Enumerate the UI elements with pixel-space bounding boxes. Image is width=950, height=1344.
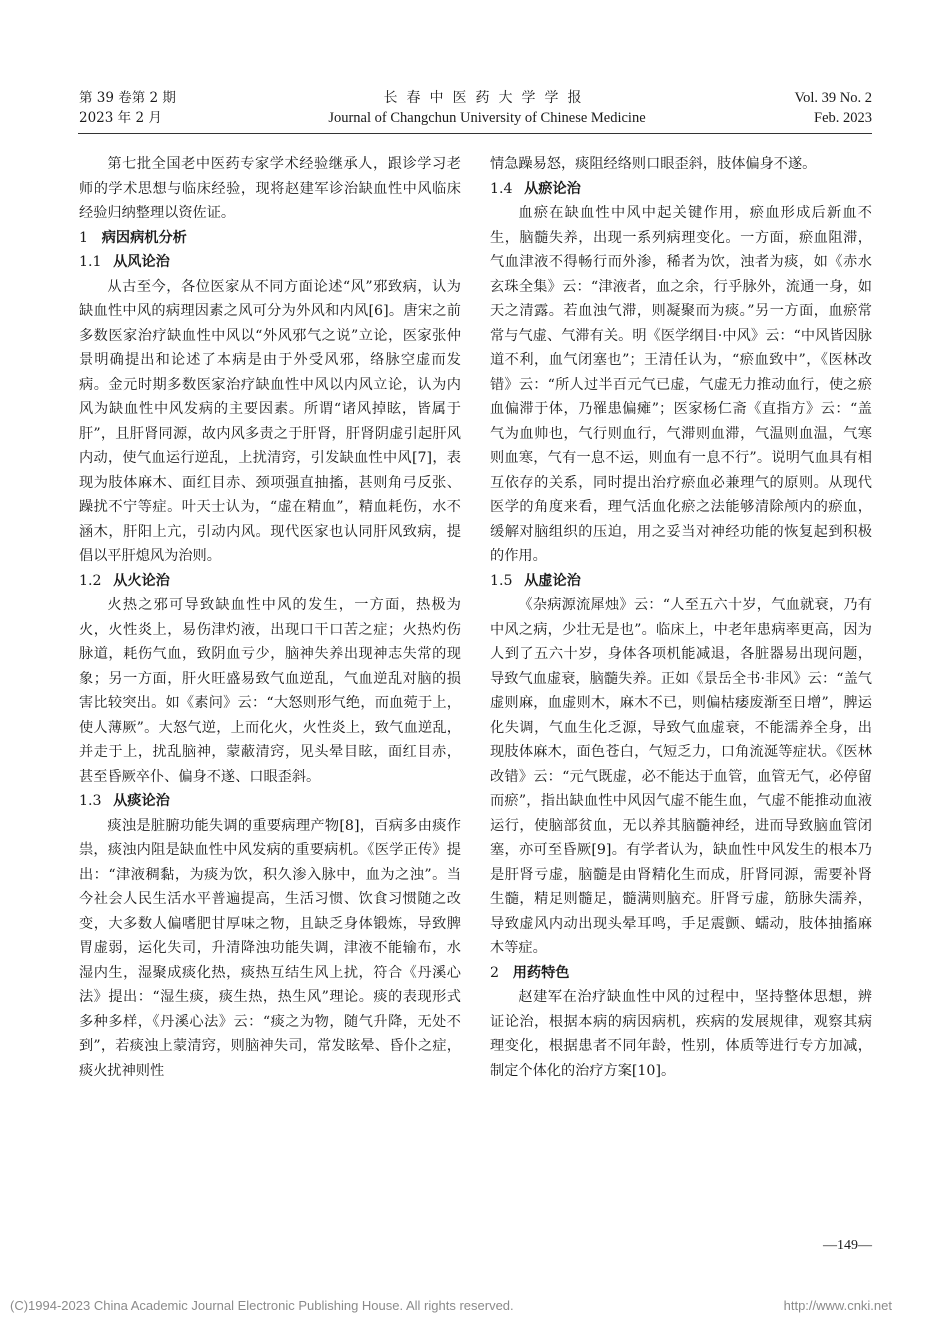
copyright-notice: (C)1994-2023 China Academic Journal Electronic Publishing House. All rights reserved. <box>10 1298 514 1313</box>
volume-issue: 第 39 卷第 2 期 <box>79 90 176 106</box>
cnki-link[interactable]: http://www.cnki.net <box>783 1298 892 1313</box>
paragraph-medication: 赵建军在治疗缺血性中风的过程中，坚持整体思想，辨证论治，根据本病的病因病机，疾病的发展规律，观察其病理变化，根据患者不同年龄，性别，体质等进行专方加减，制定个体化的治疗方案[10]。 <box>490 989 872 1079</box>
subsection-heading-1-4: 1.4 从瘀论治 <box>490 180 581 197</box>
running-header-volume <box>79 88 176 128</box>
paragraph-stasis: 血瘀在缺血性中风中起关键作用，瘀血形成后新血不生，脑髓失养，出现一系列病理变化。一方面，瘀血阻滞，气血津液不得畅行而外渗，稀者为饮，浊者为痰，如《赤水玄珠全集》云：“津液者，血之余，行乎脉外，流通一身，如天之清露。若血浊气滞，则凝聚而为痰。”另一方面，血瘀常常与气虚、气滞有关。明《医学纲目·中风》云：“中风皆因脉道不利，血气闭塞也”；王清任认为，“瘀血致中”，《医林改错》云：“所人过半百元气已虚，气虚无力推动血行，使之瘀血偏滞于体，乃罹患偏瘫”；医家杨仁斋《直指方》云：“盖气为血帅也，气行则血行，气滞则血滞，气温则血温，气寒则血寒，气有一息不运，则血有一息不行”。说明气血具有相互依存的关系，同时提出治疗瘀血必兼理气的原则。从现代医学的角度来看，理气活血化瘀之法能够清除颅内的瘀血，缓解对脑组织的压迫，用之妥当对神经功能的恢复起到积极的作用。 <box>490 205 872 564</box>
paragraph-fire: 火热之邪可导致缺血性中风的发生，一方面，热极为火，火性炎上，易伤津灼液，出现口干口苦之症；火热灼伤脉道，耗伤气血，致阴血亏少，脑神失养出现神志失常的现象；另一方面，肝火旺盛易致气血逆乱，气血逆乱对脑的损害比较突出。如《素问》云：“大怒则形气绝，而血菀于上，使人薄厥”。大怒气逆，上而化火，火性炎上，致气血逆乱，并走于上，扰乱脑神，蒙蔽清窍，见头晕目眩，面红目赤，甚至昏厥卒仆、偏身不遂、口眼歪斜。 <box>79 597 461 785</box>
issue-date: 2023 年 2 月 <box>79 110 162 126</box>
left-column <box>79 152 461 1083</box>
journal-title-cn: 长春中医药大学学报 <box>383 90 591 106</box>
subsection-heading-1-2: 1.2 从火论治 <box>79 572 170 589</box>
page-number: —149— <box>823 1238 872 1253</box>
section-heading-1: 1 病因病机分析 <box>79 229 187 246</box>
subsection-heading-1-1: 1.1 从风论治 <box>79 254 170 270</box>
paragraph-intro: 第七批全国老中医药专家学术经验继承人，跟诊学习老师的学术思想与临床经验，现将赵建军诊治缺血性中风临床经验归纳整理以资佐证。 <box>79 156 461 221</box>
section-heading-2: 2 用药特色 <box>490 964 570 981</box>
header-rule <box>78 133 872 134</box>
paragraph-continued: 情急躁易怒，痰阻经络则口眼歪斜，肢体偏身不遂。 <box>490 156 817 172</box>
paragraph-wind: 从古至今，各位医家从不同方面论述“风”邪致病，认为缺血性中风的病理因素之风可分为外风和内风[6]。唐宋之前多数医家治疗缺血性中风以“外风邪气之说”立论，医家张仲景明确提出和论述了本病是由于外受风邪，络脉空虚而发病。金元时期多数医家治疗缺血性中风以内风立论，认为内风为缺血性中风发病的主要因素。所谓“诸风掉眩，皆属于肝”，且肝肾同源，故内风多责之于肝肾，肝肾阴虚引起肝风内动，使气血运行逆乱，上扰清窍，引发缺血性中风[7]，表现为肢体麻木、面红目赤、颈项强直抽搐，甚则角弓反张、躁扰不宁等症。叶天士认为，“虚在精血”，精血耗伤，水不涵木，肝阳上亢，引动内风。现代医家也认同肝风致病，提倡以平肝熄风为治则。 <box>79 278 461 564</box>
right-column <box>490 152 872 1083</box>
paragraph-deficiency: 《杂病源流犀烛》云：“人至五六十岁，气血就衰，乃有中风之病，少壮无是也”。临床上，中老年患病率更高，因为人到了五六十岁，身体各项机能减退，各脏器易出现问题，导致气血虚衰，脑髓失养。正如《景岳全书·非风》云：“盖气虚则麻，血虚则木，麻木不已，则偏枯痿废渐至日增”，脾运化失调，气血生化乏源，导致气血虚衰，不能濡养全身，出现肢体麻木，面色苍白，气短乏力，口角流涎等症状。《医林改错》云：“元气既虚，必不能达于血管，血管无气，必停留而瘀”，指出缺血性中风因气虚不能生血，气虚不能推动血液运行，使脑部贫血，无以养其脑髓神经，进而导致脑血管闭塞，亦可至昏厥[9]。有学者认为，缺血性中风发生的根本乃是肝肾亏虚，脑髓是由肾精化生而成，肝肾同源，需要补肾生髓，精足则髓足，髓满则脑充。肝肾亏虚，筋脉失濡养，导致虚风内动出现头晕耳鸣，手足震颤、蠕动，肢体抽搐麻木等症。 <box>490 597 872 956</box>
subsection-heading-1-5: 1.5 从虚论治 <box>490 572 581 589</box>
paragraph-phlegm: 痰浊是脏腑功能失调的重要病理产物[8]，百病多由痰作祟，痰浊内阻是缺血性中风发病的重要病机。《医学正传》提出：“津液稠黏，为痰为饮，积久渗入脉中，血为之浊”。当今社会人民生活水平普遍提高，生活习惯、饮食习惯随之改变，大多数人偏嗜肥甘厚味之物，且缺乏身体锻炼，导致脾胃虚弱，运化失司，升清降浊功能失调，津液不能输布，水湿内生，湿聚成痰化热，痰热互结生风上扰，符合《丹溪心法》提出：“湿生痰，痰生热，热生风”理论。痰的表现形式多种多样，《丹溪心法》云：“痰之为物，随气升降，无处不到”，若痰浊上蒙清窍，则脑神失司，常发眩晕、昏仆之症，痰火扰神则性 <box>79 817 461 1079</box>
journal-title-en: Journal of Changchun University of Chinese Medicine <box>328 110 646 126</box>
volume-issue-en: Vol. 39 No. 2 <box>794 90 872 106</box>
subsection-heading-1-3: 1.3 从痰论治 <box>79 793 170 809</box>
running-header-journal <box>300 88 674 128</box>
issue-date-en: Feb. 2023 <box>814 110 872 126</box>
running-header-volume-en <box>795 88 872 128</box>
